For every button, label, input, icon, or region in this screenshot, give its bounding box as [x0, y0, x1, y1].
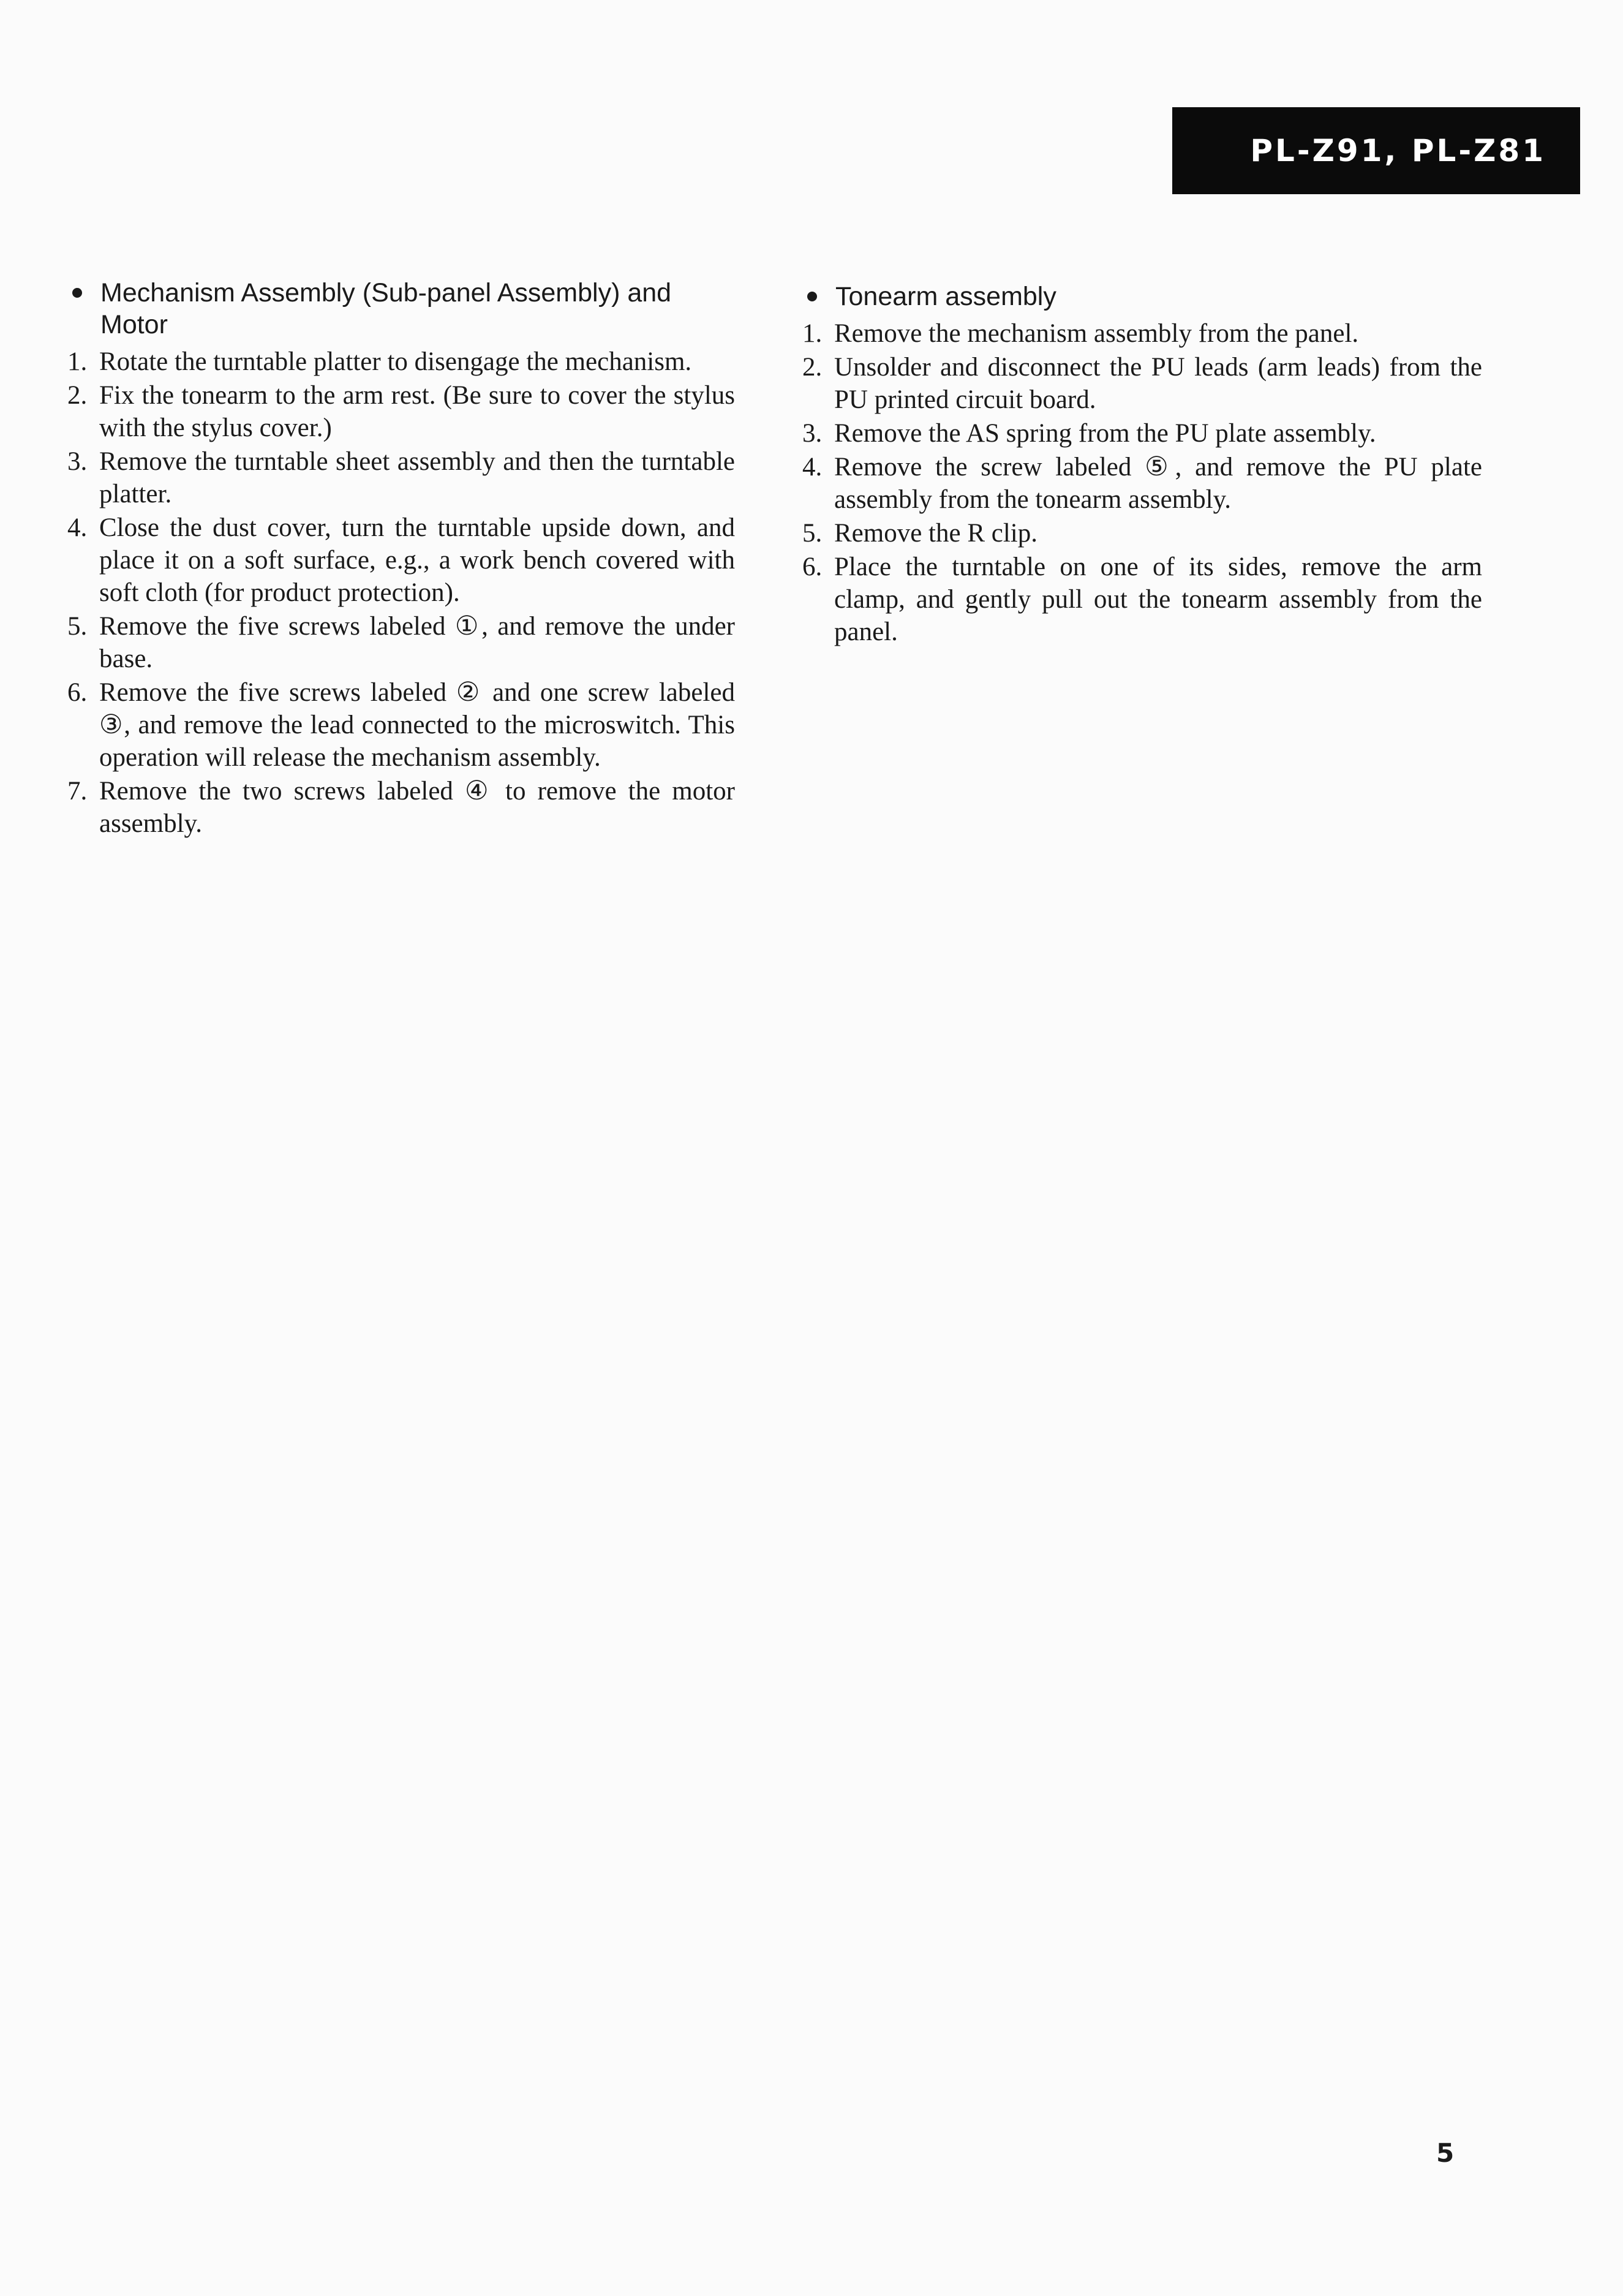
step-item: [802, 317, 1482, 350]
step-text: Remove the screw labeled ⑤, and remove the PU plate assembly from the tonearm assembly.: [834, 453, 1482, 514]
step-number: 2.: [67, 381, 88, 410]
step-number: 2.: [802, 353, 823, 382]
section-title: Tonearm assembly: [835, 282, 1056, 311]
step-number: 3.: [67, 447, 88, 476]
step-number: 6.: [802, 553, 823, 581]
bullet-icon: [72, 288, 82, 298]
step-number: 7.: [67, 777, 88, 806]
section-title: Mechanism Assembly (Sub-panel Assembly) and Motor: [100, 278, 672, 339]
step-number: 6.: [67, 678, 88, 707]
tonearm-section: [802, 281, 1482, 649]
step-number: 4.: [67, 513, 88, 542]
step-item: [802, 451, 1482, 516]
step-text: Close the dust cover, turn the turntable upside down, and place it on a soft surface, e.g., a work bench covered with soft cloth (for product protection).: [99, 513, 735, 607]
section-heading: [67, 277, 735, 341]
step-number: 4.: [802, 453, 823, 481]
step-text: Remove the R clip.: [834, 519, 1037, 548]
step-item: [67, 610, 735, 675]
step-text: Fix the tonearm to the arm rest. (Be sure to cover the stylus with the stylus cover.): [99, 381, 735, 442]
step-number: 1.: [802, 319, 823, 348]
step-item: [67, 346, 735, 378]
step-item: [67, 379, 735, 444]
step-item: [802, 517, 1482, 549]
mechanism-section: [67, 277, 735, 841]
step-item: [67, 775, 735, 840]
step-text: Remove the mechanism assembly from the panel.: [834, 319, 1359, 348]
model-name: PL-Z91, PL-Z81: [1250, 133, 1546, 168]
step-number: 5.: [802, 519, 823, 548]
step-text: Remove the five screws labeled ①, and remove the under base.: [99, 612, 735, 673]
step-number: 1.: [67, 347, 88, 376]
step-item: [67, 445, 735, 510]
step-text: Remove the five screws labeled ② and one screw labeled ③, and remove the lead connected to the microswitch. This operation will release the mechanism assembly.: [99, 678, 735, 772]
step-item: [802, 417, 1482, 450]
page-number: 5: [1436, 2138, 1455, 2168]
step-item: [802, 551, 1482, 648]
model-header-bar: [1172, 107, 1580, 194]
section-heading: [802, 281, 1482, 312]
step-list: [802, 317, 1482, 648]
step-text: Remove the turntable sheet assembly and then the turntable platter.: [99, 447, 735, 508]
step-number: 5.: [67, 612, 88, 641]
step-list: [67, 346, 735, 840]
step-item: [67, 512, 735, 609]
step-item: [802, 351, 1482, 416]
step-number: 3.: [802, 419, 823, 448]
step-text: Remove the two screws labeled ④ to remove the motor assembly.: [99, 777, 735, 838]
step-text: Unsolder and disconnect the PU leads (arm leads) from the PU printed circuit board.: [834, 353, 1482, 414]
step-item: [67, 676, 735, 774]
bullet-icon: [807, 292, 817, 301]
step-text: Rotate the turntable platter to disengage the mechanism.: [99, 347, 692, 376]
step-text: Place the turntable on one of its sides, remove the arm clamp, and gently pull out the tonearm assembly from the panel.: [834, 553, 1482, 646]
step-text: Remove the AS spring from the PU plate assembly.: [834, 419, 1376, 448]
